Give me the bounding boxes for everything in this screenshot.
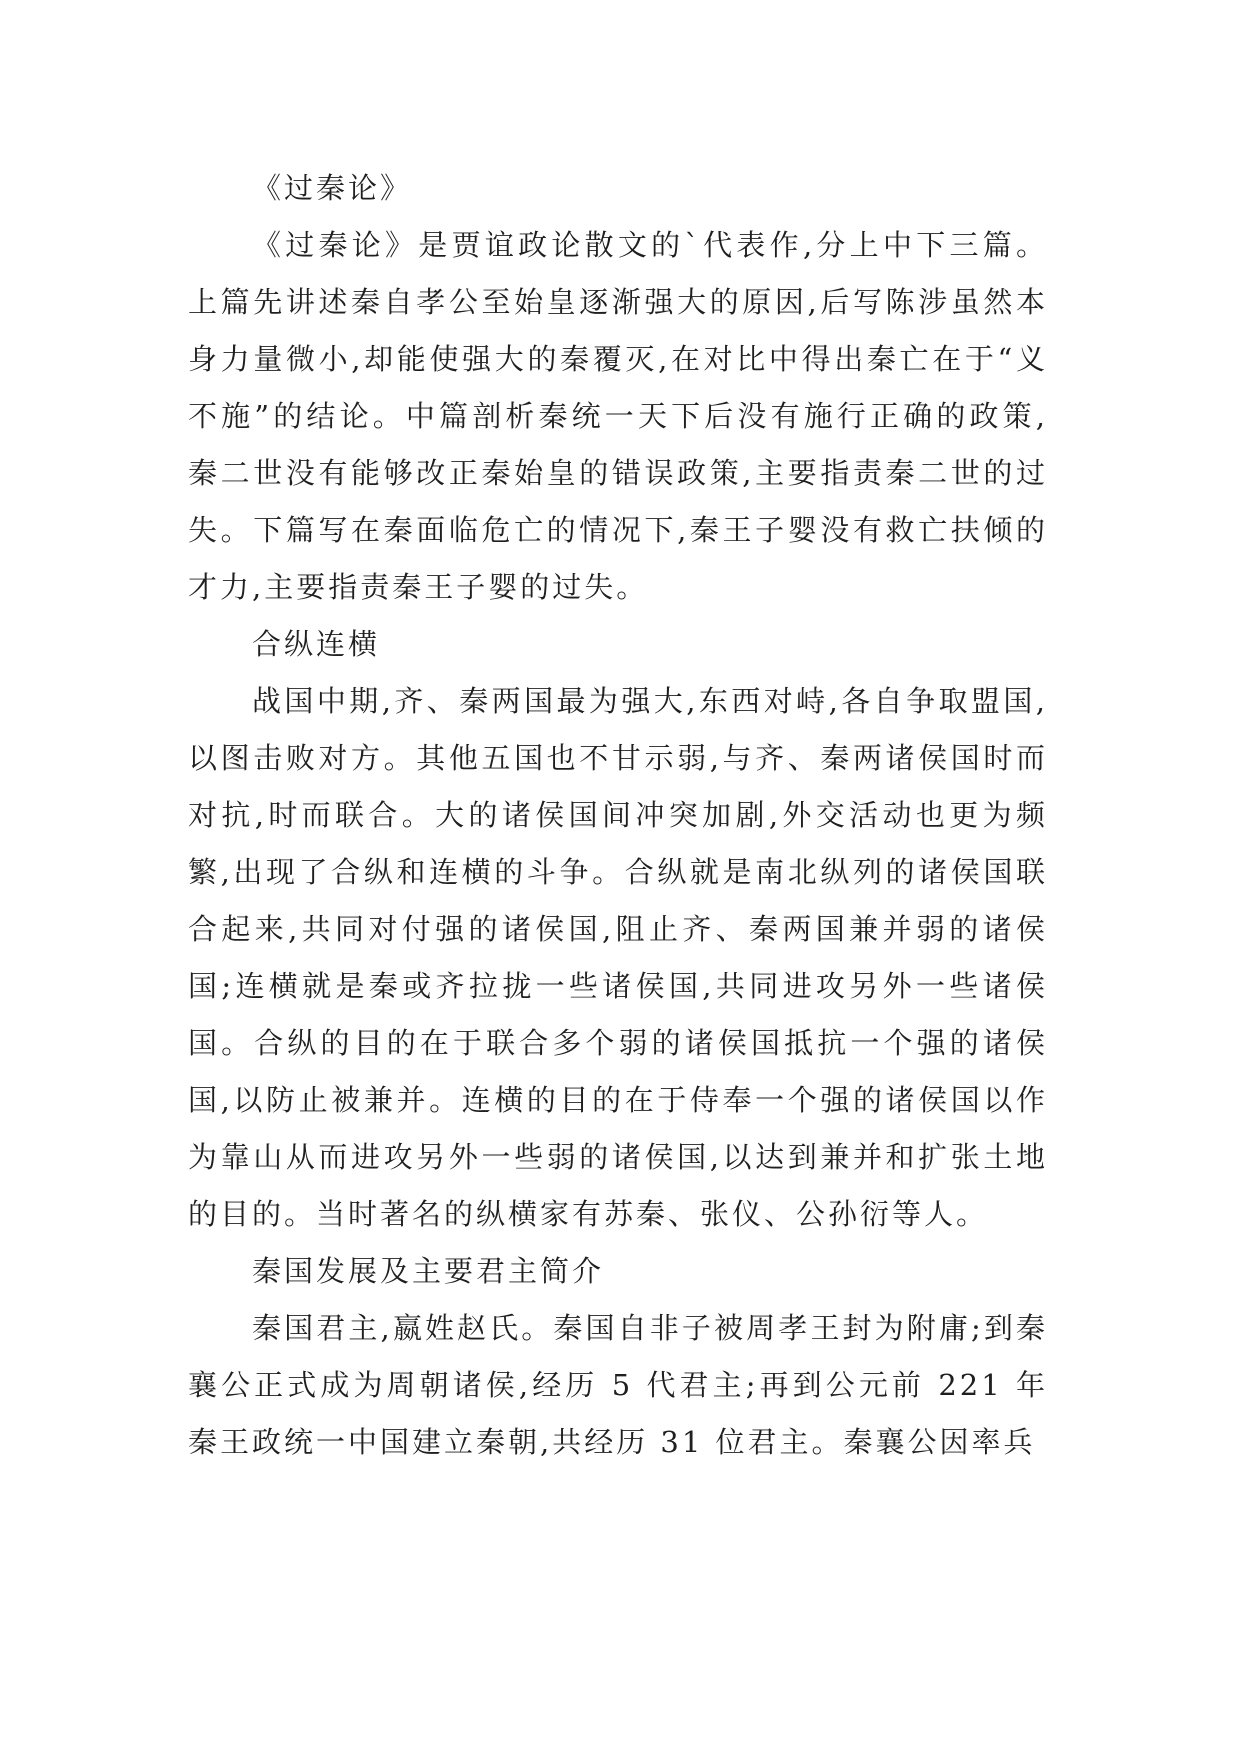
section-paragraph-qin-rulers: 秦国君主,嬴姓赵氏。秦国自非子被周孝王封为附庸;到秦襄公正式成为周朝诸侯,经历 5 代君主;再到公元前 221 年秦王政统一中国建立秦朝,共经历 31 位君主。秦襄公因率兵 xyxy=(188,1311,1048,1459)
section-heading-hezong-lianheng: 合纵连横 xyxy=(252,627,381,661)
document-body xyxy=(188,160,1048,1471)
section-heading-guoqinlun: 《过秦论》 xyxy=(252,171,413,205)
section-paragraph-guoqinlun: 《过秦论》是贾谊政论散文的`代表作,分上中下三篇。上篇先讲述秦自孝公至始皇逐渐强大的原因,后写陈涉虽然本身力量微小,却能使强大的秦覆灭,在对比中得出秦亡在于“义不施”的结论。中篇剖析秦统一天下后没有施行正确的政策,秦二世没有能够改正秦始皇的错误政策,主要指责秦二世的过失。下篇写在秦面临危亡的情况下,秦王子婴没有救亡扶倾的才力,主要指责秦王子婴的过失。 xyxy=(188,228,1048,604)
section-heading-qin-rulers: 秦国发展及主要君主简介 xyxy=(252,1254,605,1288)
section-paragraph-hezong-lianheng: 战国中期,齐、秦两国最为强大,东西对峙,各自争取盟国,以图击败对方。其他五国也不甘示弱,与齐、秦两诸侯国时而对抗,时而联合。大的诸侯国间冲突加剧,外交活动也更为频繁,出现了合纵和连横的斗争。合纵就是南北纵列的诸侯国联合起来,共同对付强的诸侯国,阻止齐、秦两国兼并弱的诸侯国;连横就是秦或齐拉拢一些诸侯国,共同进攻另外一些诸侯国。合纵的目的在于联合多个弱的诸侯国抵抗一个强的诸侯国,以防止被兼并。连横的目的在于侍奉一个强的诸侯国以作为靠山从而进攻另外一些弱的诸侯国,以达到兼并和扩张土地的目的。当时著名的纵横家有苏秦、张仪、公孙衍等人。 xyxy=(188,684,1048,1231)
